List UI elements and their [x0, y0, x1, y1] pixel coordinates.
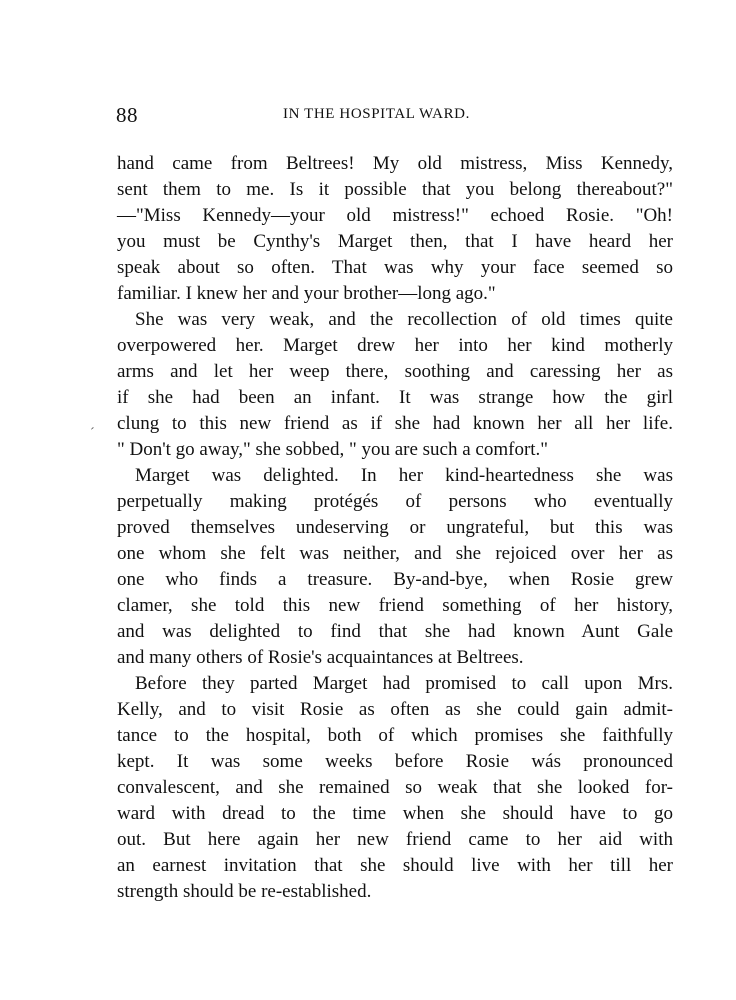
- text-line: convalescent, and she remained so weak that she looked for-: [117, 777, 673, 798]
- text-line: out. But here again her new friend came to her aid with: [117, 829, 673, 850]
- running-head-title: IN THE HOSPITAL WARD.: [283, 106, 470, 122]
- text-line: proved themselves undeserving or ungrateful, but this was: [117, 517, 673, 538]
- text-line: and many others of Rosie's acquaintances at Beltrees.: [117, 647, 524, 668]
- page-number: 88: [116, 103, 138, 127]
- text-line: perpetually making protégés of persons who eventually: [117, 491, 673, 512]
- text-line: Kelly, and to visit Rosie as often as she could gain admit-: [117, 699, 673, 720]
- text-line: tance to the hospital, both of which promises she faithfully: [117, 725, 673, 746]
- text-line: an earnest invitation that she should live with her till her: [117, 855, 673, 876]
- text-line: arms and let her weep there, soothing and caressing her as: [117, 361, 673, 382]
- paragraph-first-line: Before they parted Marget had promised to call upon Mrs.: [135, 673, 673, 694]
- text-line: familiar. I knew her and your brother—long ago.": [117, 283, 496, 304]
- text-line: strength should be re-established.: [117, 881, 372, 902]
- text-line: you must be Cynthy's Marget then, that I have heard her: [117, 231, 673, 252]
- text-line: clamer, she told this new friend something of her history,: [117, 595, 673, 616]
- paragraph-first-line: Marget was delighted. In her kind-heartedness she was: [135, 465, 673, 486]
- text-line: clung to this new friend as if she had known her all her life.: [117, 413, 673, 434]
- paragraph-first-line: She was very weak, and the recollection of old times quite: [135, 309, 673, 330]
- text-line: and was delighted to find that she had known Aunt Gale: [117, 621, 673, 642]
- text-line: kept. It was some weeks before Rosie wás pronounced: [117, 751, 673, 772]
- body-text: [117, 151, 673, 905]
- text-line: one whom she felt was neither, and she rejoiced over her as: [117, 543, 673, 564]
- text-line: overpowered her. Marget drew her into her kind motherly: [117, 335, 673, 356]
- text-line: hand came from Beltrees! My old mistress, Miss Kennedy,: [117, 153, 673, 174]
- text-line: if she had been an infant. It was strange how the girl: [117, 387, 673, 408]
- text-line: —"Miss Kennedy—your old mistress!" echoed Rosie. "Oh!: [117, 205, 673, 226]
- text-line: " Don't go away," she sobbed, " you are such a comfort.": [117, 439, 549, 460]
- running-head: [116, 103, 676, 133]
- text-line: sent them to me. Is it possible that you belong thereabout?": [117, 179, 673, 200]
- margin-mark: ´: [90, 426, 95, 441]
- text-line: speak about so often. That was why your face seemed so: [117, 257, 673, 278]
- text-line: one who finds a treasure. By-and-bye, when Rosie grew: [117, 569, 673, 590]
- text-line: ward with dread to the time when she should have to go: [117, 803, 673, 824]
